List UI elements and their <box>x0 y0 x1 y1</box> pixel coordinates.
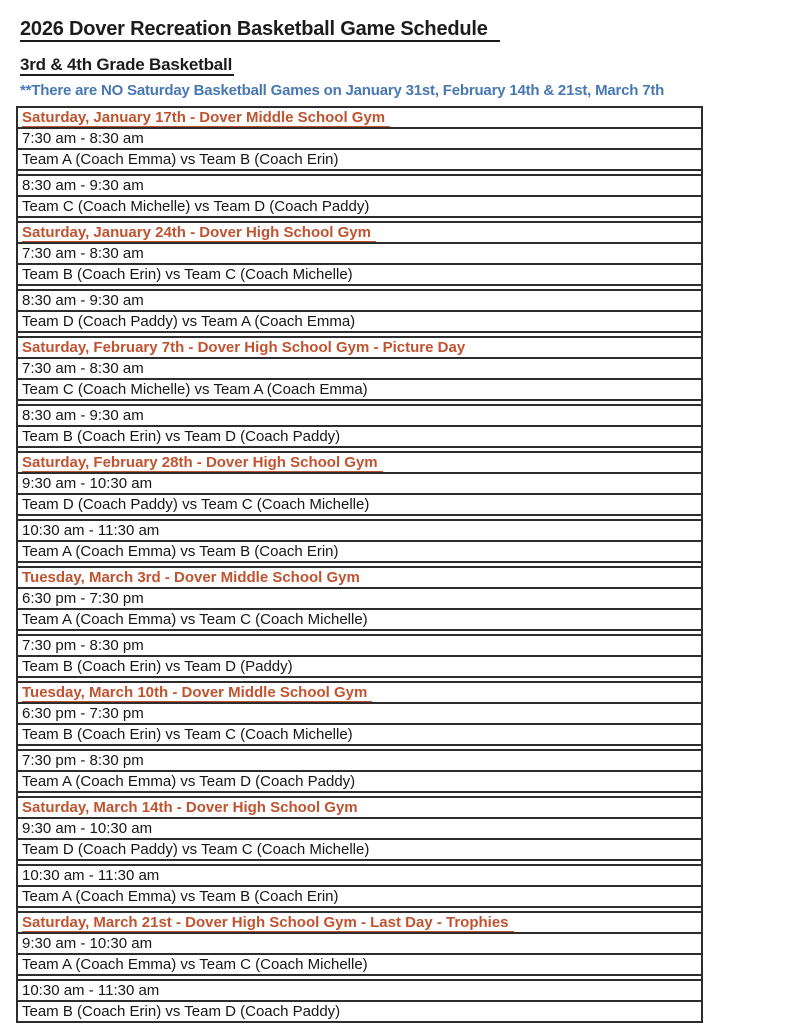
game-time: 8:30 am - 9:30 am <box>18 176 701 197</box>
game-matchup: Team D (Coach Paddy) vs Team C (Coach Michelle) <box>18 495 701 516</box>
session-header-text: Tuesday, March 10th - Dover Middle School Gym <box>22 684 372 702</box>
session-header <box>18 338 701 359</box>
game-time: 8:30 am - 9:30 am <box>18 406 701 427</box>
session-header <box>18 453 701 474</box>
game-time: 7:30 am - 8:30 am <box>18 244 701 265</box>
game-matchup: Team A (Coach Emma) vs Team B (Coach Erin) <box>18 887 701 908</box>
session-header-text: Saturday, February 28th - Dover High School Gym <box>22 454 383 472</box>
game-time: 10:30 am - 11:30 am <box>18 866 701 887</box>
game-matchup: Team A (Coach Emma) vs Team B (Coach Erin) <box>18 150 701 171</box>
game-matchup: Team B (Coach Erin) vs Team D (Paddy) <box>18 657 701 678</box>
game-matchup: Team B (Coach Erin) vs Team D (Coach Paddy) <box>18 1002 701 1023</box>
session-header <box>18 798 701 819</box>
game-matchup: Team D (Coach Paddy) vs Team A (Coach Emma) <box>18 312 701 333</box>
game-time: 10:30 am - 11:30 am <box>18 521 701 542</box>
game-time: 9:30 am - 10:30 am <box>18 819 701 840</box>
session-header-text: Saturday, January 17th - Dover Middle School Gym <box>22 109 390 127</box>
session-header-text: Saturday, January 24th - Dover High School Gym <box>22 224 376 242</box>
session-header-text: Saturday, February 7th - Dover High School Gym - Picture Day <box>22 339 466 356</box>
game-time: 9:30 am - 10:30 am <box>18 934 701 955</box>
session-header <box>18 568 701 589</box>
game-matchup: Team C (Coach Michelle) vs Team A (Coach Emma) <box>18 380 701 401</box>
game-time: 8:30 am - 9:30 am <box>18 291 701 312</box>
game-matchup: Team A (Coach Emma) vs Team C (Coach Michelle) <box>18 610 701 631</box>
page-subtitle: 3rd & 4th Grade Basketball <box>20 55 233 74</box>
game-matchup: Team A (Coach Emma) vs Team B (Coach Erin) <box>18 542 701 563</box>
game-time: 9:30 am - 10:30 am <box>18 474 701 495</box>
game-matchup: Team C (Coach Michelle) vs Team D (Coach Paddy) <box>18 197 701 218</box>
game-matchup: Team D (Coach Paddy) vs Team C (Coach Michelle) <box>18 840 701 861</box>
session-header-text: Tuesday, March 3rd - Dover Middle School Gym <box>22 569 360 586</box>
session-header <box>18 108 701 129</box>
no-games-note: **There are NO Saturday Basketball Games on January 31st, February 14th & 21st, March 7th <box>20 82 665 99</box>
game-time: 7:30 am - 8:30 am <box>18 129 701 150</box>
game-matchup: Team B (Coach Erin) vs Team C (Coach Michelle) <box>18 725 701 746</box>
game-time: 10:30 am - 11:30 am <box>18 981 701 1002</box>
game-time: 7:30 pm - 8:30 pm <box>18 751 701 772</box>
page-title: 2026 Dover Recreation Basketball Game Schedule <box>20 18 784 41</box>
game-time: 7:30 pm - 8:30 pm <box>18 636 701 657</box>
session-header <box>18 913 701 934</box>
session-header-text: Saturday, March 21st - Dover High School Gym - Last Day - Trophies <box>22 914 514 932</box>
session-header <box>18 683 701 704</box>
session-header-text: Saturday, March 14th - Dover High School Gym <box>22 799 358 816</box>
schedule-table <box>16 106 703 1023</box>
game-matchup: Team A (Coach Emma) vs Team D (Coach Paddy) <box>18 772 701 793</box>
game-time: 6:30 pm - 7:30 pm <box>18 704 701 725</box>
game-time: 6:30 pm - 7:30 pm <box>18 589 701 610</box>
game-time: 7:30 am - 8:30 am <box>18 359 701 380</box>
game-matchup: Team B (Coach Erin) vs Team C (Coach Michelle) <box>18 265 701 286</box>
game-matchup: Team A (Coach Emma) vs Team C (Coach Michelle) <box>18 955 701 976</box>
session-header <box>18 223 701 244</box>
game-matchup: Team B (Coach Erin) vs Team D (Coach Paddy) <box>18 427 701 448</box>
